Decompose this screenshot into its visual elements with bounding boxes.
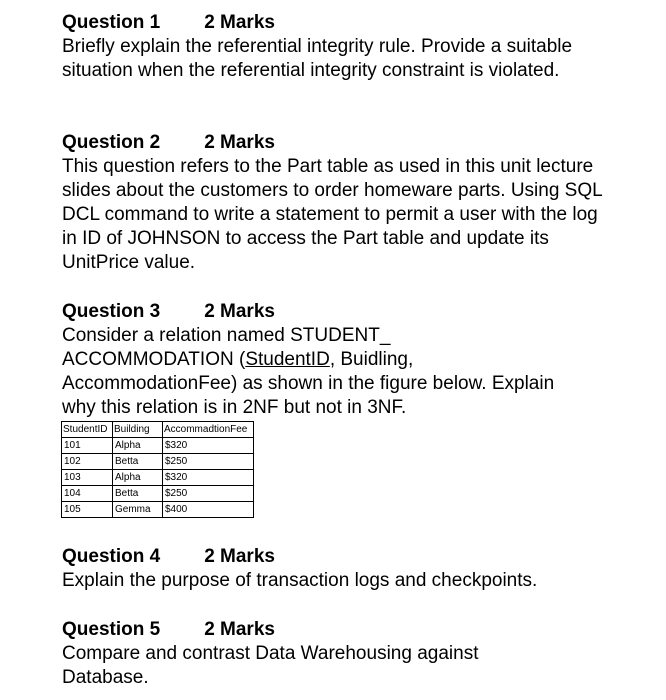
question-3-title: Question 3 — [62, 301, 161, 322]
question-4 — [62, 545, 622, 593]
question-3-line-1: Consider a relation named STUDENT_ — [62, 325, 391, 346]
question-3-text — [62, 324, 622, 420]
question-2-heading — [62, 131, 622, 155]
question-2 — [62, 131, 622, 275]
table-header-studentid: StudentID — [62, 422, 113, 438]
table-row — [62, 454, 254, 470]
question-1-text: Briefly explain the referential integrity rule. Provide a suitable situation when the referential integrity constraint is violated. — [62, 36, 573, 81]
question-2-text: This question refers to the Part table as used in this unit lecture slides about the customers to order homeware parts. Using SQL DCL command to write a statement to permit a user with the log in ID of JOHNSON to access the Part table and update its UnitPrice value. — [62, 156, 602, 273]
table-row — [62, 502, 254, 518]
table-cell: Gemma — [113, 502, 163, 518]
question-5-heading — [62, 618, 622, 642]
question-3-heading — [62, 300, 622, 324]
question-3-marks: 2 Marks — [204, 301, 275, 322]
table-cell: 104 — [62, 486, 113, 502]
question-3-line-4: why this relation is in 2NF but not in 3NF. — [62, 397, 407, 418]
question-1-title: Question 1 — [62, 12, 161, 33]
table-row — [62, 438, 254, 454]
question-3-line-3: AccommodationFee) as shown in the figure below. Explain — [62, 373, 555, 394]
question-3-line-2 — [62, 348, 622, 372]
table-row — [62, 470, 254, 486]
question-2-title: Question 2 — [62, 132, 161, 153]
table-cell: 101 — [62, 438, 113, 454]
table-header-fee: AccommadtionFee — [163, 422, 254, 438]
table-cell: 105 — [62, 502, 113, 518]
table-cell: Alpha — [113, 438, 163, 454]
question-4-title: Question 4 — [62, 546, 161, 567]
student-accommodation-table — [61, 421, 254, 518]
table-cell: Alpha — [113, 470, 163, 486]
table-cell: $400 — [163, 502, 254, 518]
table-cell: $250 — [163, 454, 254, 470]
table-cell: 103 — [62, 470, 113, 486]
table-cell: 102 — [62, 454, 113, 470]
question-3-relation-attr: , Buidling, — [329, 349, 414, 370]
question-5-title: Question 5 — [62, 619, 161, 640]
question-5-marks: 2 Marks — [204, 619, 275, 640]
table-cell: Betta — [113, 454, 163, 470]
question-1 — [62, 11, 622, 83]
question-4-text: Explain the purpose of transaction logs and checkpoints. — [62, 570, 538, 591]
table-header-row — [62, 422, 254, 438]
question-3-relation-name: ACCOMMODATION ( — [62, 349, 246, 370]
table-cell: $320 — [163, 470, 254, 486]
question-3 — [62, 300, 622, 420]
question-2-marks: 2 Marks — [204, 132, 275, 153]
question-5-text: Compare and contrast Data Warehousing against Database. — [62, 643, 479, 688]
table-cell: Betta — [113, 486, 163, 502]
table-cell: $320 — [163, 438, 254, 454]
question-1-heading — [62, 11, 622, 35]
question-4-marks: 2 Marks — [204, 546, 275, 567]
question-5 — [62, 618, 622, 690]
question-4-heading — [62, 545, 622, 569]
primary-key-studentid: StudentID — [245, 349, 330, 370]
table-header-building: Building — [113, 422, 163, 438]
table-cell: $250 — [163, 486, 254, 502]
question-1-marks: 2 Marks — [204, 12, 275, 33]
table-row — [62, 486, 254, 502]
